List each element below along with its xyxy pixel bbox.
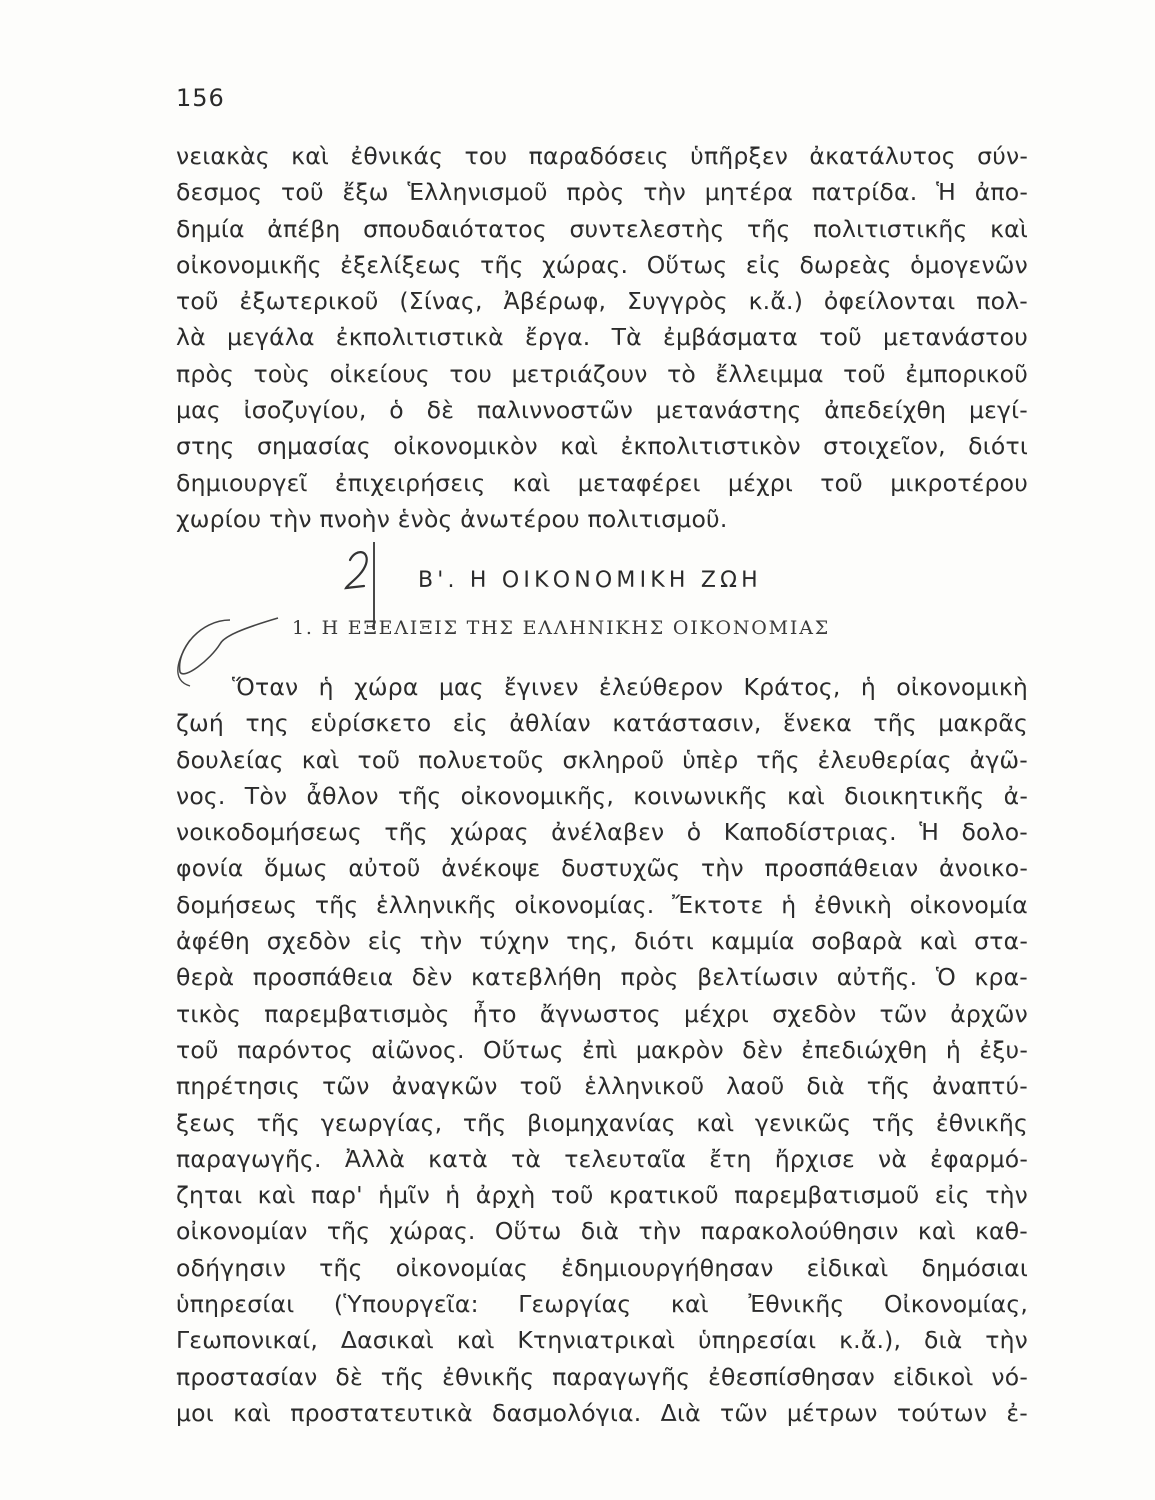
text-line: νειακὰς καὶ ἐθνικάς του παραδόσεις ὑπῆρξεν ἀκατάλυτος σύν-: [176, 142, 1028, 170]
text-line: τικὸς παρεμβατισμὸς ἦτο ἄγνωστος μέχρι σχεδὸν τῶν ἀρχῶν: [176, 999, 1028, 1028]
text-line: ἀφέθη σχεδὸν εἰς τὴν τύχην της, διότι καμμία σοβαρὰ καὶ στα-: [176, 927, 1028, 956]
text-line: οἰκονομικῆς ἐξελίξεως τῆς χώρας. Οὕτως εἰς δωρεὰς ὁμογενῶν: [176, 250, 1028, 279]
text-line: τοῦ ἐξωτερικοῦ (Σίνας, Ἀβέρωφ, Συγγρὸς κ.ἄ.) ὀφείλονται πολ-: [176, 287, 1028, 316]
text-line: οδήγησιν τῆς οἰκονομίας ἐδημιουργήθησαν εἰδικαὶ δημόσιαι: [176, 1253, 1028, 1282]
text-line: Ὅταν ἡ χώρα μας ἔγινεν ἐλεύθερον Κράτος, ἡ οἰκονομικὴ: [232, 673, 1028, 701]
text-line: δομήσεως τῆς ἑλληνικῆς οἰκονομίας. Ἔκτοτε ἡ ἐθνικὴ οἰκονομία: [176, 890, 1028, 919]
text-line: φονία ὅμως αὐτοῦ ἀνέκοψε δυστυχῶς τὴν προσπάθειαν ἀνοικο-: [176, 854, 1028, 883]
text-line: δεσμος τοῦ ἔξω Ἑλληνισμοῦ πρὸς τὴν μητέρα πατρίδα. Ἡ ἀπο-: [176, 178, 1028, 207]
text-line: δουλείας καὶ τοῦ πολυετοῦς σκληροῦ ὑπὲρ τῆς ἐλευθερίας ἀγῶ-: [176, 745, 1028, 774]
text-line: νοικοδομήσεως τῆς χώρας ἀνέλαβεν ὁ Καποδίστριας. Ἡ δολο-: [176, 818, 1028, 847]
text-line: μας ἰσοζυγίου, ὁ δὲ παλιννοστῶν μετανάστης ἀπεδείχθη μεγί-: [176, 396, 1028, 425]
text-line: παραγωγῆς. Ἀλλὰ κατὰ τὰ τελευταῖα ἔτη ἤρχισε νὰ ἐφαρμό-: [176, 1144, 1028, 1173]
page-number: 156: [176, 84, 225, 112]
pen-curl-stroke: [180, 618, 278, 674]
text-line: προστασίαν δὲ τῆς ἐθνικῆς παραγωγῆς ἐθεσπίσθησαν εἰδικοὶ νό-: [176, 1362, 1028, 1391]
text-line: θερὰ προσπάθεια δὲν κατεβλήθη πρὸς βελτίωσιν αὐτῆς. Ὁ κρα-: [176, 963, 1028, 992]
text-line: ζηται καὶ παρ' ἡμῖν ἡ ἀρχὴ τοῦ κρατικοῦ παρεμβατισμοῦ εἰς τὴν: [176, 1181, 1028, 1210]
section-heading: Β'. Η ΟΙΚΟΝΟΜΙΚΗ ΖΩΗ: [418, 568, 762, 593]
text-line: χωρίου τὴν πνοὴν ἑνὸς ἀνωτέρου πολιτισμοῦ.: [176, 504, 728, 533]
text-line: πηρέτησις τῶν ἀναγκῶν τοῦ ἑλληνικοῦ λαοῦ διὰ τῆς ἀναπτύ-: [176, 1072, 1028, 1101]
text-line: δημία ἀπέβη σπουδαιότατος συντελεστὴς τῆς πολιτιστικῆς καὶ: [176, 214, 1028, 243]
text-line: λὰ μεγάλα ἐκπολιτιστικὰ ἔργα. Τὰ ἐμβάσματα τοῦ μετανάστου: [176, 323, 1028, 352]
text-line: ζωή της εὑρίσκετο εἰς ἀθλίαν κατάστασιν, ἕνεκα τῆς μακρᾶς: [176, 709, 1028, 738]
handwritten-two-mark: [346, 552, 367, 588]
text-line: δημιουργεῖ ἐπιχειρήσεις καὶ μεταφέρει μέχρι τοῦ μικροτέρου: [176, 468, 1028, 497]
text-line: πρὸς τοὺς οἰκείους του μετριάζουν τὸ ἔλλειμμα τοῦ ἐμπορικοῦ: [176, 359, 1028, 388]
text-line: τοῦ παρόντος αἰῶνος. Οὕτως ἐπὶ μακρὸν δὲν ἐπεδιώχθη ἡ ἐξυ-: [176, 1035, 1028, 1064]
handwritten-annotation: [160, 540, 380, 690]
text-line: Γεωπονικαί, Δασικαὶ καὶ Κτηνιατρικαὶ ὑπηρεσίαι κ.ἄ.), διὰ τὴν: [176, 1326, 1028, 1355]
text-line: ξεως τῆς γεωργίας, τῆς βιομηχανίας καὶ γενικῶς τῆς ἐθνικῆς: [176, 1108, 1028, 1137]
paragraph-emigration: [176, 138, 1028, 537]
text-line: μοι καὶ προστατευτικὰ δασμολόγια. Διὰ τῶν μέτρων τούτων ἐ-: [176, 1398, 1028, 1427]
text-line: ὑπηρεσίαι (Ὑπουργεῖα: Γεωργίας καὶ Ἐθνικῆς Οἰκονομίας,: [176, 1290, 1028, 1319]
text-line: οἰκονομίαν τῆς χώρας. Οὕτω διὰ τὴν παρακολούθησιν καὶ καθ-: [176, 1217, 1028, 1246]
text-line: νος. Τὸν ἆθλον τῆς οἰκονομικῆς, κοινωνικῆς καὶ διοικητικῆς ἀ-: [176, 781, 1028, 810]
paragraph-economy: [176, 669, 1028, 1431]
text-line: στης σημασίας οἰκονομικὸν καὶ ἐκπολιτιστικὸν στοιχεῖον, διότι: [176, 432, 1028, 461]
subsection-heading: 1. Η ΕΞΕΛΙΞΙΣ ΤΗΣ ΕΛΛΗΝΙΚΗΣ ΟΙΚΟΝΟΜΙΑΣ: [292, 617, 830, 639]
